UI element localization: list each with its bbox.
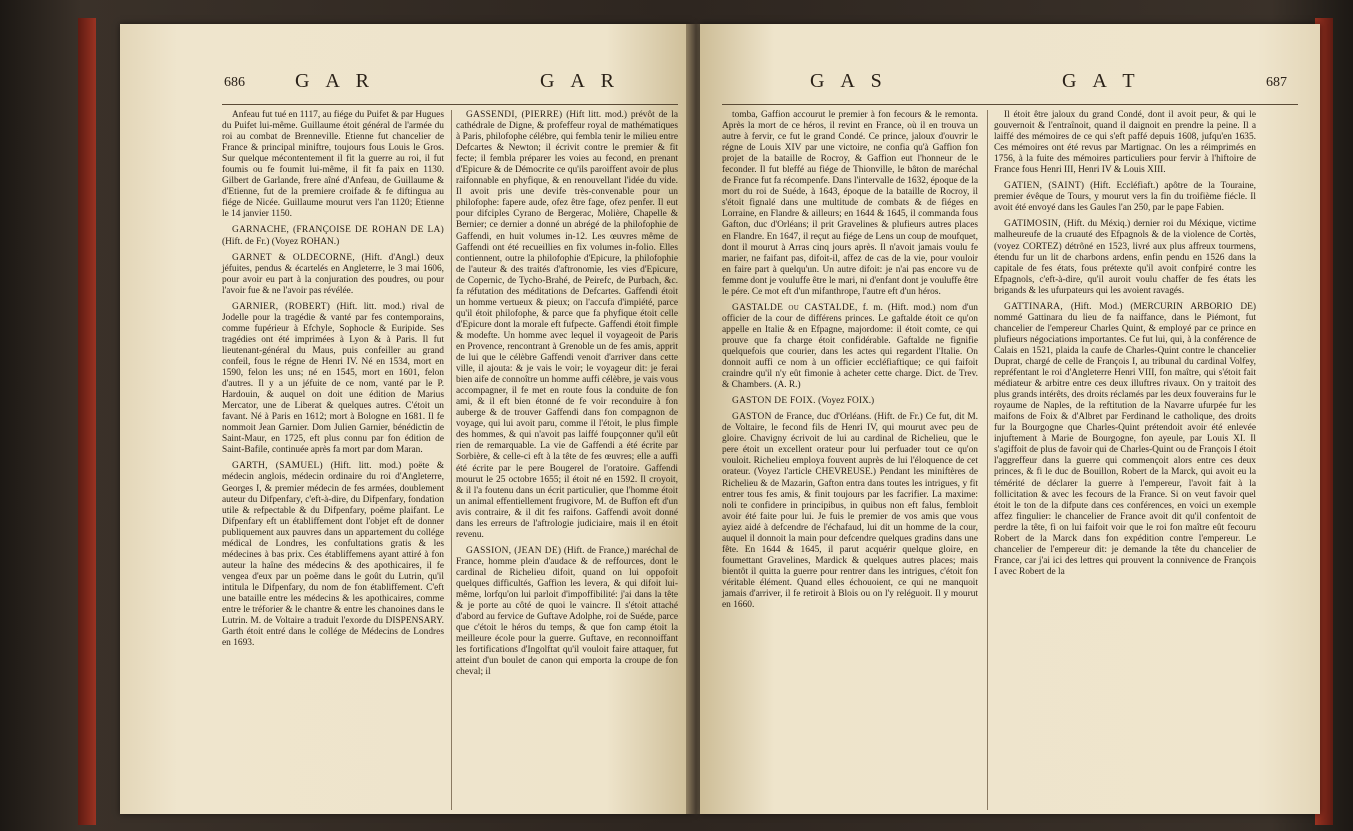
dictionary-entry: [456, 546, 678, 679]
dictionary-entry: [222, 461, 444, 649]
entry-text: (Hift. de Fr.) (Voyez ROHAN.): [222, 236, 340, 247]
dictionary-entry: [222, 225, 444, 247]
dictionary-entry: [222, 302, 444, 457]
entry-text: f. m. (Hift. mod.) nom d'un officier de la cour de différens princes. Le gaftalde étoit ce qu'on appelle en Italie & en Efpagne, majordome: il étoit comte, ce qui prouve que fa charge étoit confidérable. Gaftalde ne fignifie quelquefois que courier, dans les actes qui regardent l'Italie. On donnoit auffi ce nom à un officier eccléfiaftique; ce qui faifoit craindre qu'il n'y eût fimonie à acheter cette charge. Dict. de Trev. & Chambers. (A. R.): [722, 302, 978, 391]
dictionary-entry: [722, 412, 978, 611]
column-divider: [451, 110, 452, 810]
dictionary-entry: [722, 303, 978, 391]
entry-headword: GARNIER, (ROBERT): [232, 301, 331, 312]
right-page: [700, 24, 1320, 814]
header-rule: [222, 104, 678, 105]
entry-text: (Hift litt. mod.) prévôt de la cathédrale de Digne, & profeffeur royal de mathématiques à Paris, philofophe célébre, qui fembla tenir le milieu entre Defcartes & Newton; il écrivit contre le premier & fit fecte; il fembla préparer les voies au fecond, en prenant d'Epicure & de Démocrite ce qu'ils paroiffent avoir de plus raifonnable en phyfique, & en renouvellant l'idée du vide. Il avoit pris une devife très-convenable pour un philofophe: fapere aude, ofez être fage, ofez penfer. Il eut pour difciples Cyrano de Bergerac, Molière, Chapelle & Bernier; ce dernier a donné un abrégé de la philofophie de Gaffendi, en huit volumes in-12. Les œuvres même de Gaffendi ont été recueillies en fix volumes in-folio. Elles contiennent, outre la philofophie d'Epicure, la philofophie de l'auteur & des traités d'aftronomie, les vies d'Epicure, de Copernic, de Tycho-Brahé, de Peirefc, de Purbach, &c. fa réfutation des méditations de Defcartes. Gaffendi étoit un homme vertueux & pieux; on l'accufa d'impiété, parce qu'il étoit philofophe, & parce que fa phyfique étoit celle d'Epicure dont la morale eft fufpecte. Gaffendi étoit fimple & modefte. Un homme avec lequel il voyageoit de Paris en Provence, rencontrant à Grenoble un de fes amis, apprit de lui que le célèbre Gaffendi venoit d'arriver dans cette ville, il ajouta: & je vais le voir; le voyageur dit: je ferai bien aife de connoître un homme auffi célèbre, je vais vous accompagner, il fe met en route fous la conduite de fon ami, & il eft bien étonné de fe voir reconduire à fon auberge & de trouver Gaffendi dans fon compagnon de voyage, qui lui avoit paru, comme il l'étoit, le plus fimple des hommes, & qui n'avoit pas laiffé foupçonner qu'il eût rien de remarquable. La vie de Gaffendi a été écrite par Sorbière, & celle-ci eft à la tête de fes œuvres; elle a auffi été écrite par le pere Bougerel de l'oratoire. Gaffendi mourut le 25 octobre 1655; il étoit né en 1592. Il croyoit, & il l'a foutenu dans un écrit particulier, que l'homme étoit un animal effentiellement frugivore, M. de Buffon eft d'un avis contraire, & il dit fes raifons. Gaffendi avoit donné dans les erreurs de l'aftrologie judiciaire, mais il en étoit revenu.: [456, 110, 679, 540]
text-column-left-2: [456, 110, 678, 683]
running-head: G A R: [540, 70, 621, 92]
entry-text: Anfeau fut tué en 1117, au fiége du Puifet & par Hugues du Puifet lui-même. Guillaume étoit général de l'armée du roi au combat de Brenneville. Etienne fut chancelier de France & principal miniftre, toujours fous Louis le Gros. Sur quelque mécontentement il fit la guerre au roi, il fut foumis ou fe foumit lui-même, il fit fa paix en 1130. Gilbert de Garlande, frere aîné d'Anfeau, de Guillaume & d'Etienne, fut de la premiere croifade & fe diftingua au fiége de Nicée. Guillaume mourut vers l'an 1120; Etienne le 14 janvier 1150.: [222, 110, 444, 220]
page-number: 687: [1266, 75, 1287, 90]
entry-headword: GARNACHE, (FRANÇOISE DE ROHAN DE LA): [232, 225, 444, 236]
dictionary-entry: [722, 110, 978, 298]
left-cover-edge: [78, 18, 96, 825]
entry-text: (Hift. de France,) maréchal de France, homme plein d'audace & de reffources, dont le cardinal de Richelieu difoit, quand on lui oppofoit quelques difficultés, Gaffion les levera, & qui difoit lui-même, lorfqu'on lui parloit d'impoffibilité: j'ai dans la tête & je porte au côté de quoi le vaincre. Il s'étoit attaché d'abord au fervice de Guftave Adolphe, roi de Suéde, parce que c'étoit le héros du temps, & que fon camp étoit la meilleure école pour la guerre. Guftave, en reconnoiffant les fortifications d'Ingolftat qu'il vouloit faire attaquer, fut atteint d'un boulet de canon qui emporta la croupe de fon cheval; il: [456, 545, 678, 678]
entry-text: tomba, Gaffion accourut le premier à fon fecours & le remonta. Après la mort de ce héros, il revint en France, où il en trouva un autre à fervir, ce fut le grand Condé. Ce prince, jaloux d'ouvrir le régne de Louis XIV par une victoire, ne confia qu'à Gaffion fon projet de la bataille de Rocroy, & Gaffion eut l'honneur de le feconder. Il fut bleffé au fiége de Thionville, le bâton de maréchal de France fut fa récompenfe. Dans l'intervalle de 1632, époque de la mort du roi de Suéde, à 1643, époque de la bataille de Rocroy, il s'étoit fignalé dans une multitude de combats & de fiéges en Lorraine, en Flandre & ailleurs; en 1644 & 1645, il commanda fous Gafton, duc d'Orléans; il prit Gravelines & plufieurs autres places en Flandre. En 1647, il reçut au fiége de Lens un coup de moufquet, dont il mourut à Arras cinq jours après. Il n'avoit jamais voulu fe marier, ne faifant pas, difoit-il, affez de cas de la vie, pour vouloir en faire part à quelqu'un. Un autre difoit: je n'ai pas encore vu de femme dont je vouluffe être le mari, ni d'enfant dont je vouluffe être le pére. Ce mot eft d'un mifanthrope, l'autre eft d'un héros.: [722, 110, 979, 297]
entry-text: (Hift. Mod.) (MERCURIN ARBORIO DE) nommé Gattinara du lieu de fa naiffance, dans le Piémont, fut chancelier de l'empereur Charles Quint, & employé par ce prince en plufieurs négociations importantes. Ce fut lui, qui, à la conférence de Calais en 1521, plaida la caufe de Charles-Quint contre le chancelier Duprat, chargé de celle de François I, au tribunal du cardinal Volfey, repréfentant le roi d'Angleterre Henri VIII, fon maître, qui s'étoit fait médiateur & arbitre entre ces deux illuftres rivaux. On y traitoit des plus grands intérêts, des droits réclamés par les deux fouverains fur le royaume de Naples, de la reftitution de la Navarre ufurpée fur les maifons de Foix & d'Albret par Ferdinand le catholique, des droits fur la Bourgogne que Charles-Quint prétendoit avoir été enlevée injuftement à Marie de Bourgogne, fon ayeule, par Louis XI. Il s'agiffoit de plus de favoir qui de Charles-Quint ou de François I étoit l'aggreffeur dans la guerre qui commençoit alors entre ces deux princes, & fi le duc de Bouillon, Robert de la Marck, qui avoit eu la témérité de déclarer la guerre à l'empereur, l'avoit fait à la follicitation & avec les fecours de la France. Si on veut favoir quel étoit le ton de la difpute dans ces conférences, en voici un exemple affez fingulier: le chancelier de France avoit dit qu'il confentoit de perdre la tête, fi on lui faifoit voir que le roi fon maître eût fecouru Robert de la Marck dans fon expédition contre l'empereur. Le chancelier de l'empereur dit: je demande la tête du chancelier de France, car j'ai ici des lettres qui prouvent la connivence de François I avec Robert de la: [994, 301, 1256, 577]
left-page: [120, 24, 692, 814]
entry-text: Il étoit être jaloux du grand Condé, dont il avoit peur, & qui le gouvernoit & l'entraînoit, quand il daignoit en prendre la peine. Il a laiffé des mémoires de ce qui s'eft paffé depuis 1608, jufqu'en 1635. Ces mémoires ont été revus par Martignac. On les a réimprimés en 1756, à la fuite des mémoires particuliers pour fervir à l'hiftoire de France fous Henri III, Henri IV & Louis XIII.: [994, 110, 1256, 176]
entry-text: (Hift. Eccléfiaft.) apôtre de la Touraine, premier évêque de Tours, y mourut vers la fin du troifième fiécle. Il avoit été envoyé dans les Gaules l'an 250, par le pape Fabien.: [994, 181, 1257, 214]
page-number: 686: [224, 75, 245, 90]
entry-headword: GATIMOSIN,: [1004, 219, 1061, 230]
dictionary-entry: [222, 253, 444, 297]
header-rule: [722, 104, 1298, 105]
entry-text: de France, duc d'Orléans. (Hift. de Fr.) Ce fut, dit M. de Voltaire, le fecond fils de Henri IV, qui mourut avec peu de gloire. Chavigny écrivoit de lui au cardinal de Richelieu, que le pere étoit un excellent orateur pour lui perfuader tout ce qu'on vouloit. Richelieu employa fouvent auprès de lui l'éloquence de cet orateur. (Voyez l'article CHEVREUSE.) Pendant les miniftères de Richelieu & de Mazarin, Gafton entra dans toutes les intrigues, y fit entrer tous fes amis, & finit toujours par les facrifier. La maxime: noli te confidere in principibus, in quibus non eft falus, fembloit avoir été faite pour lui. Je fuis le premier de vos amis que vous ayiez aidé à defcendre de l'échafaud, lui dit un homme de la cour, auquel il donnoit la main pour defcendre quelques gradins dans une fête. En 1644 & 1645, il parut acquérir quelque gloire, en foumettant Gravelines, Mardick & quelques autres places; mais bientôt il quitta la guerre pour rentrer dans les intrigues, c'étoit fon véritable élément. Quand elles échouoient, ce qui ne manquoit jamais d'arriver, il fe retiroit à Blois ou on l'y reléguoit. Il y mourut en 1660.: [722, 412, 978, 611]
running-head: G A S: [810, 70, 888, 92]
left-page-header: [120, 70, 692, 100]
dictionary-entry: [456, 110, 678, 541]
entry-headword: GASTON DE FOIX.: [732, 396, 816, 407]
text-column-left-1: [222, 110, 444, 654]
entry-headword: GASTON: [732, 412, 772, 423]
dictionary-entry: [994, 110, 1256, 176]
running-head: G A T: [1062, 70, 1141, 92]
entry-headword: GATTINARA,: [1004, 301, 1063, 312]
entry-headword: GASTALDE ou CASTALDE,: [732, 302, 858, 313]
dictionary-entry: [994, 302, 1256, 578]
running-head: G A R: [295, 70, 376, 92]
dictionary-entry: [994, 181, 1256, 214]
entry-text: (Hift. du Méxiq.) dernier roi du Méxique, victime malheureufe de la cruauté des Efpagnols & de la violence de Cortès, (voyez CORTEZ) détrôné en 1523, livré aux plus affreux tourmens, étendu fur un lit de charbons ardens, enfin pendu en 1526 dans la capitale de fes états, fous prétexte qu'il avoit confpiré contre les Efpagnols, c'eft-à-dire, qu'il auroit voulu chaffer de fes états les brigands & les ufurpateurs qui les avoient ravagés.: [994, 219, 1256, 296]
text-column-right-2: [994, 110, 1256, 583]
text-column-right-1: [722, 110, 978, 616]
entry-headword: GARTH, (SAMUEL): [232, 461, 323, 472]
entry-headword: GASSENDI, (PIERRE): [466, 110, 563, 120]
dictionary-entry: [994, 219, 1256, 296]
column-divider: [987, 110, 988, 810]
entry-headword: GARNET & OLDECORNE,: [232, 252, 356, 263]
dictionary-entry: [722, 396, 978, 407]
entry-text: (Voyez FOIX.): [818, 396, 875, 407]
dictionary-entry: [222, 110, 444, 220]
entry-headword: GASSION, (JEAN DE): [466, 545, 562, 556]
entry-headword: GATIEN, (SAINT): [1004, 181, 1085, 192]
entry-text: (Hift. d'Angl.) deux jéfuites, pendus & écartelés en Angleterre, le 3 mai 1606, pour avoir eu part à la conjuration des poudres, ou pour l'avoir fue & ne l'avoir pas révélée.: [222, 252, 444, 296]
entry-text: (Hift. litt. mod.) poëte & médecin anglois, médecin ordinaire du roi d'Angleterre, Georges I, & premier médecin de fes armées, doublement auteur du Difpenfary, c'eft-à-dire, du Difpenfary, fondation utile & refpectable & du Difpenfary, poëme plaifant. Le Difpenfary eft un établiffement dont l'objet eft de donner publiquement aux pauvres dans un appartement du collége médical de Londres, les confultations gratis & les médecines à bas prix. Ces établiffemens ayant attiré à fon auteur la haîne des médecins & des apothicaires, il fe vengea d'eux par un poëme dans le goût du Lutrin, qu'il intitula le Difpenfary, du nom de fon établiffement. C'eft une bataille entre les médecins & les apothicaires, comme entre le tréforier & le chantre & entre les chanoines dans le Lutrin. M. de Voltaire a traduit l'exorde du DISPENSARY. Garth étoit entré dans le collége de Médecins de Londres en 1693.: [222, 461, 445, 649]
right-page-header: [700, 70, 1320, 100]
entry-text: (Hift. litt. mod.) rival de Jodelle pour la tragédie & vanté par fes contemporains, comme fupérieur à Efchyle, Sophocle & Euripide. Ses tragédies ont été imprimées à Lyon & à Paris. Il fut lieutenant-général du Maus, puis confeiller au grand confeil, fous le régne de Henri IV. Né en 1534, mort en 1590, felon les uns; né en 1545, mort en 1601, felon d'autres. Il y a un jéfuite de ce nom, vanté par le P. Hardouin, & auquel on doit une édition de Marius Mercator, une de Liberat & quelques autres. C'étoit un favant. Né à Paris en 1612; mort à Bologne en 1681. Il fe nommoit Jean Garnier. Dom Julien Garnier, bénédictin de Saint-Maur, en 1725, eft plus connu par fon édition de Saint-Bafile, continuée après fa mort par dom Maran.: [222, 301, 444, 456]
